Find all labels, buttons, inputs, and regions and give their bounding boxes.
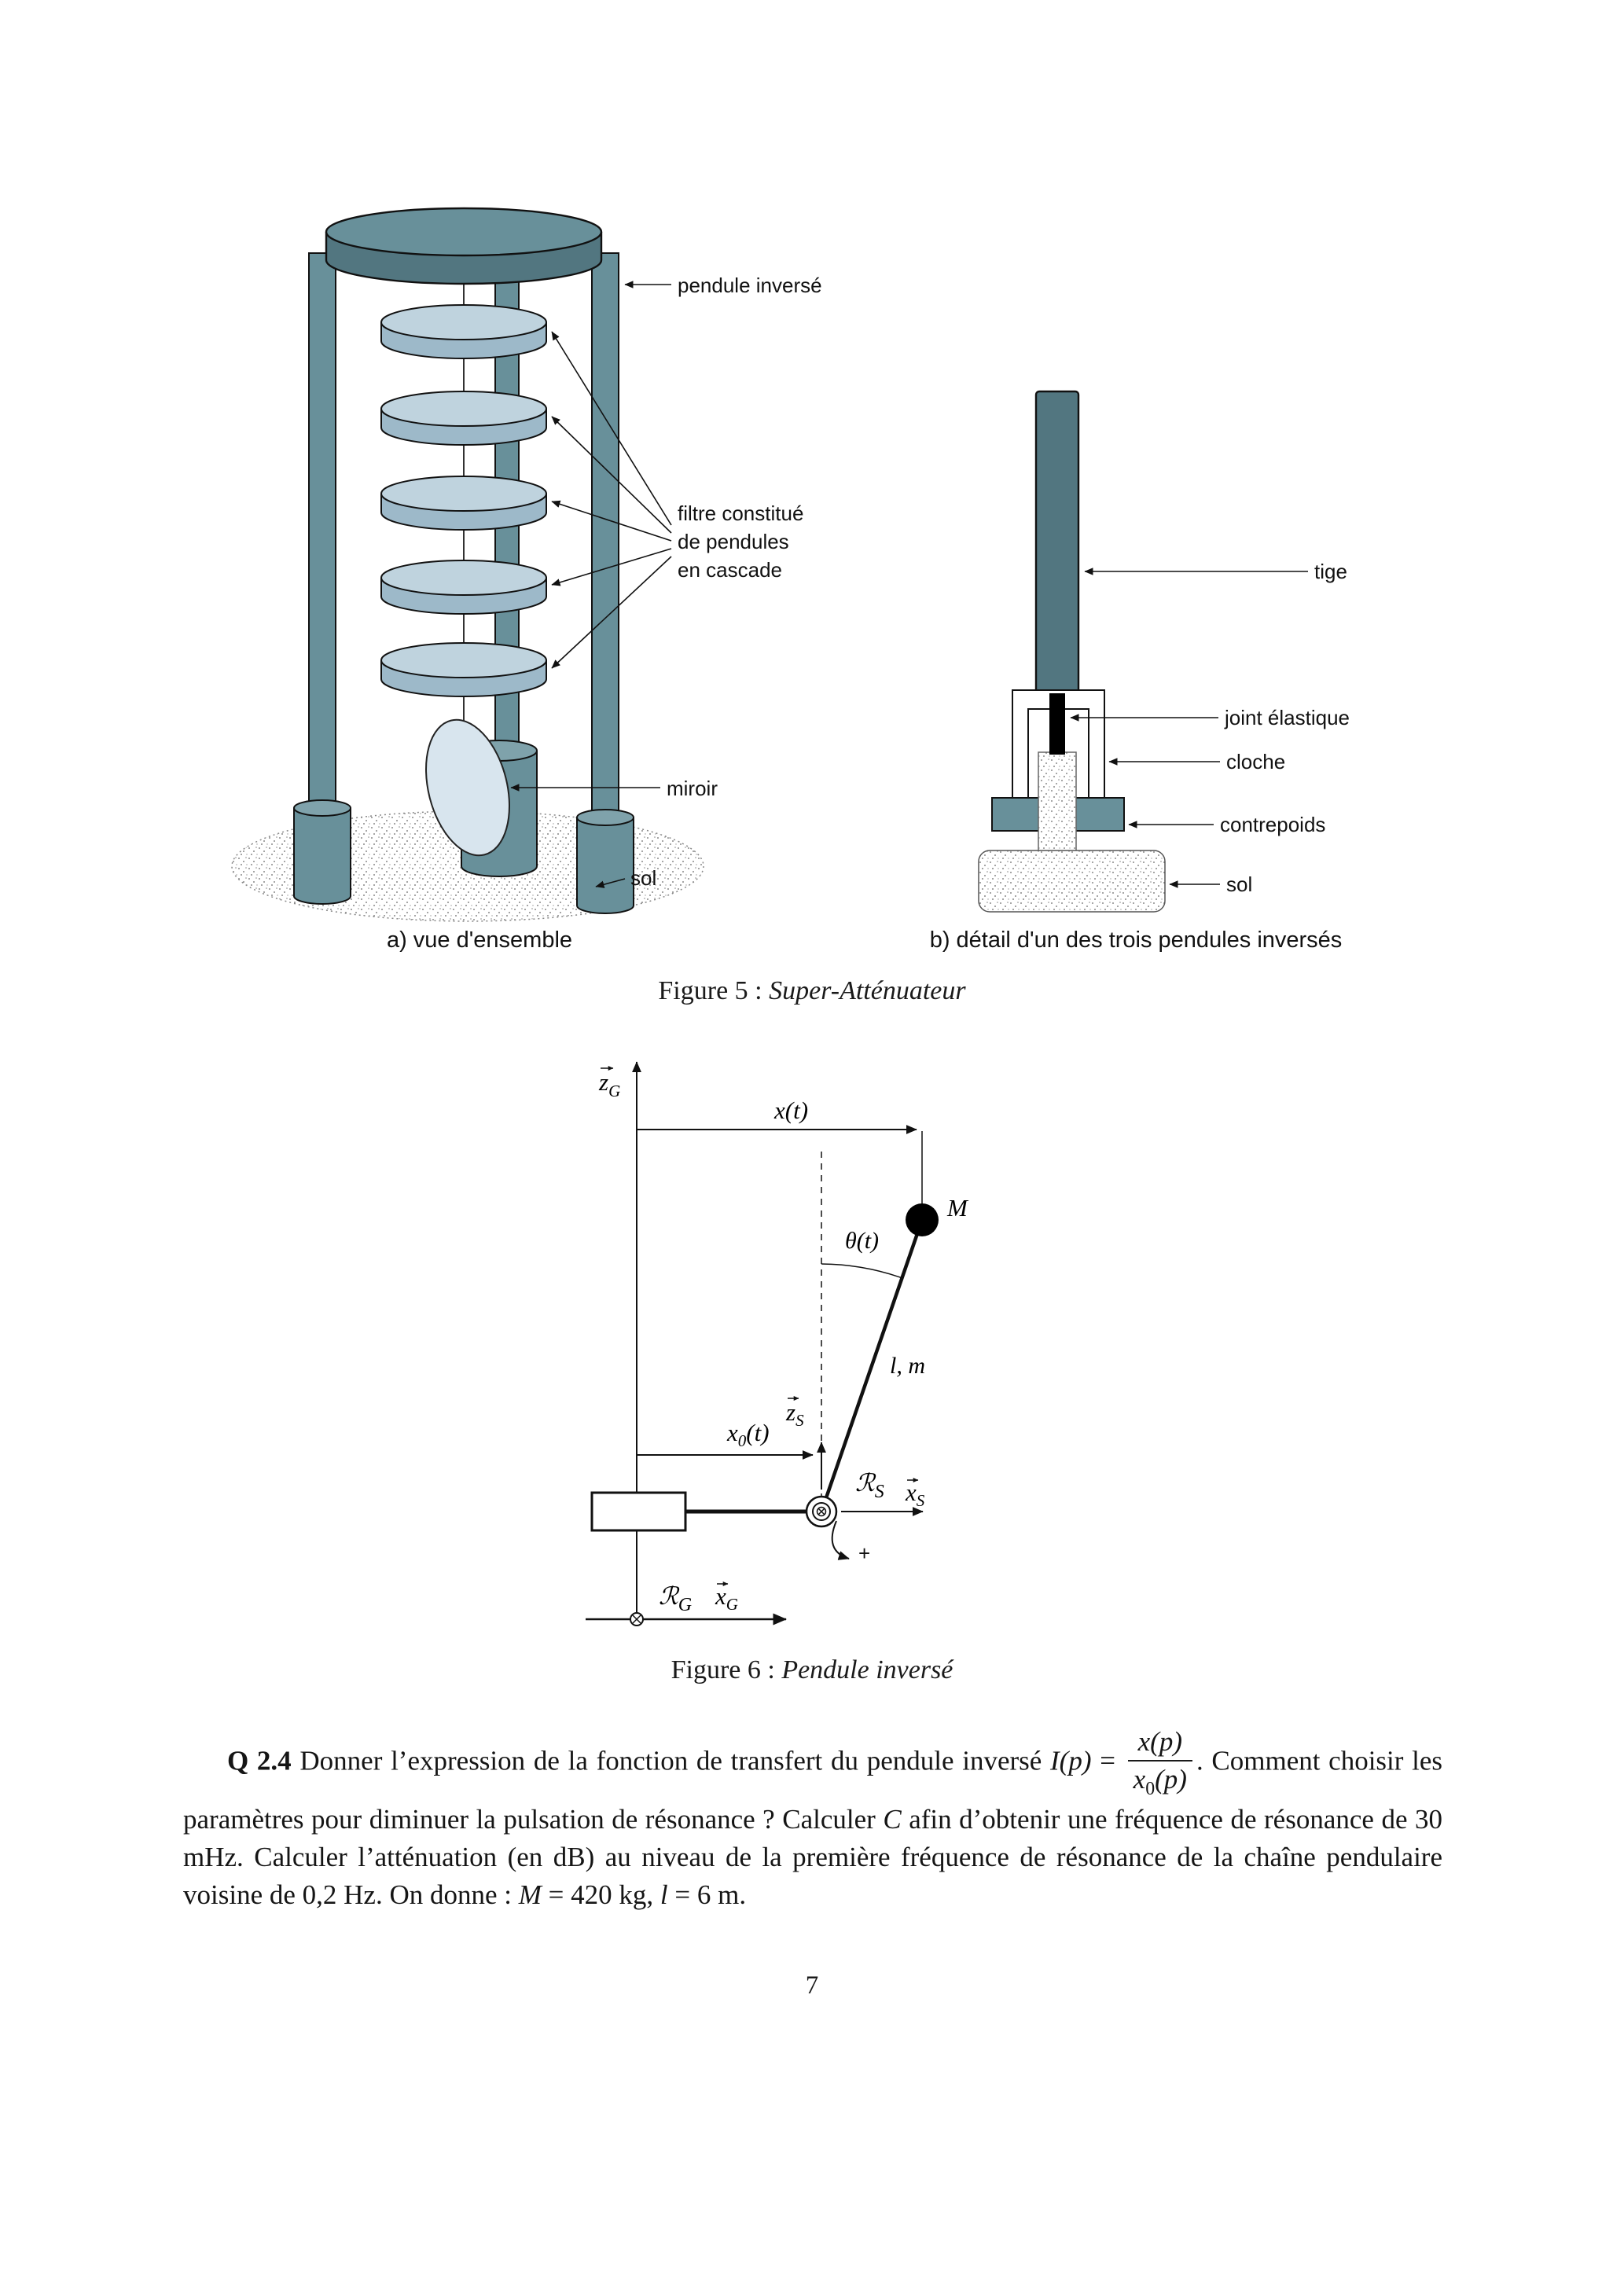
- length-value: = 6 m.: [674, 1879, 747, 1911]
- figure6-caption-title: Pendule inversé: [781, 1655, 953, 1684]
- figure6-caption: [183, 1655, 1441, 1685]
- origin-symbol: [630, 1613, 643, 1626]
- figure5a-diagram: [197, 110, 841, 935]
- label-filtre-line3: en cascade: [678, 558, 782, 582]
- pivot-joint: [806, 1497, 836, 1526]
- mass-symbol: M: [518, 1879, 542, 1911]
- question-paragraph: [183, 1726, 1442, 1915]
- rod-length-label: l, m: [890, 1353, 925, 1379]
- inner-column: [1038, 752, 1076, 856]
- question-sentence-2: afin d’obtenir une fréquence de résonance de 30 mHz. Calculer l’atténuation (en dB) au niveau de la première fréquence de résonance de la chaîne pendulaire voisine de 0,2 Hz. On donne :: [183, 1803, 1443, 1911]
- transfer-function-fraction: [1128, 1726, 1192, 1801]
- theta-label: θ(t): [845, 1228, 880, 1254]
- mass-ball: [906, 1203, 939, 1236]
- equals-sign: =: [1100, 1745, 1115, 1776]
- figure5b-caption: b) détail d'un des trois pendules inversés: [929, 928, 1343, 953]
- label-sol-b: sol: [1226, 872, 1253, 896]
- xt-label: x(t): [774, 1097, 809, 1124]
- question-sentence-1: Comment choisir les paramètres pour diminuer la pulsation de résonance ? Calculer: [183, 1745, 1443, 1835]
- rs-frame-label: ℛ$_S$: [855, 1469, 884, 1502]
- pendulum-disc: [381, 560, 546, 614]
- plus-sign: +: [858, 1541, 871, 1565]
- figure5-caption-label: Figure 5 :: [658, 976, 762, 1005]
- figure5a-caption: a) vue d'ensemble: [386, 928, 573, 953]
- fraction-denominator: $x_0(p)$: [1133, 1764, 1187, 1800]
- label-pendule-inverse: pendule inversé: [678, 274, 822, 297]
- figure5-caption: [183, 976, 1441, 1006]
- right-foot: [577, 810, 634, 913]
- sentence-period: .: [1196, 1745, 1203, 1776]
- label-filtre-line2: de pendules: [678, 530, 789, 553]
- xg-axis-label: $x_G$: [715, 1582, 738, 1614]
- left-foot: [294, 800, 351, 904]
- label-cloche: cloche: [1226, 750, 1286, 773]
- label-miroir: miroir: [667, 777, 718, 800]
- xs-axis-label: $x_S$: [906, 1479, 925, 1510]
- fraction-numerator: x(p): [1137, 1726, 1182, 1757]
- figure5-caption-title: Super-Atténuateur: [769, 976, 966, 1005]
- mass-label: M: [947, 1194, 968, 1221]
- question-tag: Q 2.4: [227, 1745, 292, 1776]
- rotation-direction-arrow: [832, 1521, 849, 1559]
- mass-value: = 420 kg,: [548, 1879, 654, 1911]
- label-sol-a: sol: [630, 866, 657, 890]
- label-filtre-line1: filtre constitué: [678, 501, 804, 525]
- transfer-function-symbol: I(p): [1050, 1745, 1092, 1776]
- label-joint-elastique: joint élastique: [1225, 706, 1350, 729]
- length-symbol: l: [660, 1879, 668, 1911]
- pendulum-disc: [381, 305, 546, 358]
- left-leg: [309, 253, 336, 808]
- figure5b-diagram: [928, 369, 1431, 928]
- label-tige: tige: [1314, 560, 1347, 583]
- elastic-joint: [1049, 693, 1065, 755]
- label-contrepoids: contrepoids: [1220, 813, 1326, 836]
- rod: [1036, 391, 1078, 695]
- top-disc: [326, 208, 601, 284]
- theta-arc: [821, 1264, 902, 1278]
- question-intro: Donner l’expression de la fonction de transfert du pendule inversé: [299, 1745, 1042, 1776]
- figure6-caption-label: Figure 6 :: [671, 1655, 775, 1684]
- capacitance-symbol: C: [883, 1803, 902, 1835]
- zs-axis-label: $z_S$: [786, 1398, 804, 1430]
- figure6-diagram: [550, 1049, 1038, 1662]
- right-leg: [592, 253, 619, 817]
- pendulum-disc: [381, 643, 546, 696]
- zg-axis-label: $z_G$: [599, 1068, 621, 1100]
- page-number: 7: [805, 1971, 819, 2000]
- pendulum-disc: [381, 391, 546, 445]
- x0-label: $x_0(t)$: [727, 1419, 770, 1450]
- ground-b: [979, 850, 1165, 912]
- pendulum-disc: [381, 476, 546, 530]
- cart-block: [592, 1493, 685, 1530]
- rg-frame-label: ℛ$_G$: [659, 1582, 693, 1615]
